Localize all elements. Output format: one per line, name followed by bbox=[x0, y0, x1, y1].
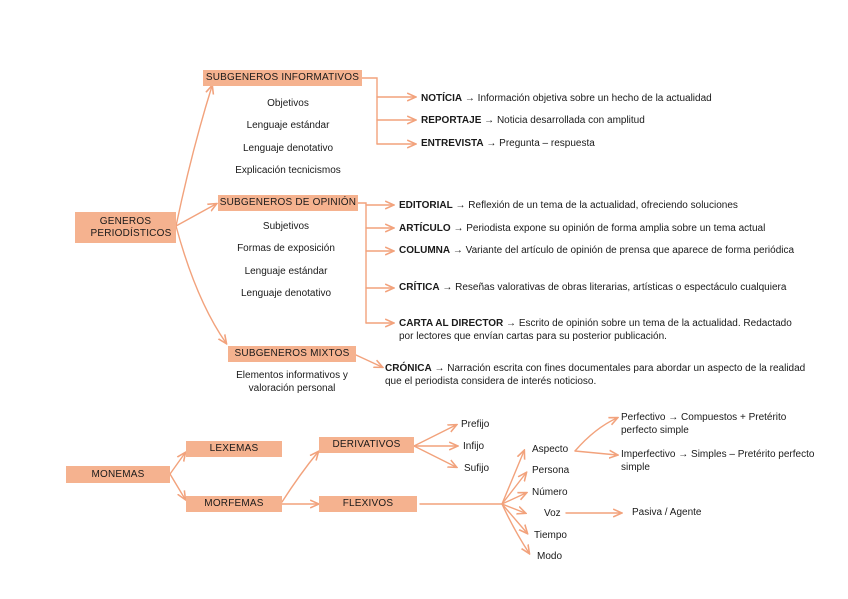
flexivo-tiempo: Tiempo bbox=[534, 530, 567, 541]
flexivo-voz: Voz bbox=[544, 508, 561, 519]
desc-carta-director: Escrito de opinión sobre un tema de la actualidad. Redactado por lectores que envían cartas para su posterior publicación. bbox=[399, 318, 792, 342]
feature-lenguaje-estandar: Lenguaje estándar bbox=[246, 120, 330, 131]
arrow-monemas-lexemas bbox=[170, 453, 185, 474]
term-perfectivo: Perfectivo bbox=[621, 412, 666, 423]
generos-root-box bbox=[75, 212, 176, 243]
monemas-box bbox=[66, 466, 170, 483]
flexivos-label: FLEXIVOS bbox=[342, 498, 394, 509]
item-carta-director: CARTA AL DIRECTOR → Escrito de opinión sobre un tema de la actualidad. Redactado por lectores que envían cartas para su posterior publicación. bbox=[399, 318, 792, 342]
monemas-label: MONEMAS bbox=[91, 468, 145, 480]
derivativos-label: DERIVATIVOS bbox=[332, 439, 401, 450]
feature-lenguaje-estandar-op: Lenguaje estándar bbox=[244, 266, 328, 277]
feature-formas-exposicion: Formas de exposición bbox=[237, 243, 335, 254]
term-noticia: NOTÍCIA bbox=[421, 93, 463, 104]
subgeneros-informativos-box bbox=[203, 70, 362, 86]
item-critica: CRÍTICA → Reseñas valorativas de obras literarias, artísticas o espectáculo cualquiera bbox=[399, 282, 787, 293]
feature-elementos-informativos: Elementos informativos y valoración personal bbox=[236, 370, 348, 394]
term-imperfectivo: Imperfectivo bbox=[621, 449, 676, 460]
desc-reportaje: Noticia desarrollada con amplitud bbox=[496, 115, 645, 126]
item-reportaje: REPORTAJE → Noticia desarrollada con amplitud bbox=[421, 115, 645, 126]
flexivo-modo: Modo bbox=[537, 551, 563, 562]
derivativo-sufijo: Sufijo bbox=[464, 463, 490, 474]
term-carta-director: CARTA AL DIRECTOR bbox=[399, 318, 504, 329]
feature-explicacion-tecnicismos: Explicación tecnicismos bbox=[235, 165, 341, 176]
aspecto-imperfectivo: Imperfectivo → Simples – Pretérito perfecto simple bbox=[621, 449, 815, 473]
feature-lenguaje-denotativo: Lenguaje denotativo bbox=[242, 143, 334, 154]
desc-noticia: Información objetiva sobre un hecho de la actualidad bbox=[477, 93, 712, 104]
subgeneros-informativos-label: SUBGENEROS INFORMATIVOS bbox=[205, 72, 360, 83]
desc-cronica: Narración escrita con fines documentales para abordar un aspecto de la realidad que el periodista considera de interés noticioso. bbox=[385, 363, 806, 387]
term-columna: COLUMNA bbox=[399, 245, 451, 256]
subgeneros-mixtos-box bbox=[228, 346, 356, 362]
item-editorial: EDITORIAL → Reflexión de un tema de la actualidad, ofreciendo soluciones bbox=[399, 200, 738, 211]
term-cronica: CRÓNICA bbox=[385, 363, 432, 374]
generos-root-label: GENEROS PERIODÍSTICOS bbox=[90, 215, 172, 239]
subgeneros-opinion-box bbox=[218, 195, 358, 211]
arrow-morfemas-derivativos bbox=[282, 452, 318, 502]
flexivo-aspecto: Aspecto bbox=[532, 444, 569, 455]
desc-columna: Variante del artículo de opinión de prensa que aparece de forma periódica bbox=[465, 245, 795, 256]
item-articulo: ARTÍCULO → Periodista expone su opinión de forma amplia sobre un tema actual bbox=[399, 223, 766, 234]
flexivo-persona: Persona bbox=[532, 465, 570, 476]
item-cronica: CRÓNICA → Narración escrita con fines documentales para abordar un aspecto de la realidad que el periodista considera de interés noticioso. bbox=[385, 363, 806, 387]
feature-lenguaje-denotativo-op: Lenguaje denotativo bbox=[240, 288, 332, 299]
subgeneros-opinion-label: SUBGENEROS DE OPINIÓN bbox=[219, 197, 357, 208]
term-critica: CRÍTICA bbox=[399, 282, 440, 293]
morfemas-box bbox=[186, 496, 282, 512]
feature-subjetivos: Subjetivos bbox=[262, 221, 310, 232]
aspecto-perfectivo: Perfectivo → Compuestos + Pretérito perfecto simple bbox=[621, 412, 787, 436]
arrow-monemas-morfemas bbox=[170, 474, 185, 499]
desc-articulo: Periodista expone su opinión de forma amplia sobre un tema actual bbox=[466, 223, 766, 234]
morfemas-label: MORFEMAS bbox=[204, 498, 264, 509]
item-entrevista: ENTREVISTA → Pregunta – respuesta bbox=[421, 138, 595, 149]
subgeneros-mixtos-label: SUBGENEROS MIXTOS bbox=[234, 348, 350, 359]
desc-imperfectivo: Simples – Pretérito perfecto simple bbox=[621, 449, 815, 473]
bracket-informativos bbox=[362, 78, 377, 144]
item-columna: COLUMNA → Variante del artículo de opinión de prensa que aparece de forma periódica bbox=[399, 245, 795, 256]
lexemas-label: LEXEMAS bbox=[209, 443, 259, 454]
item-noticia: NOTÍCIA → Información objetiva sobre un hecho de la actualidad bbox=[421, 93, 712, 104]
derivativo-infijo: Infijo bbox=[463, 441, 485, 452]
arrow-mixtos-cronica bbox=[356, 355, 382, 367]
desc-entrevista: Pregunta – respuesta bbox=[499, 138, 595, 149]
term-articulo: ARTÍCULO bbox=[399, 223, 451, 234]
desc-critica: Reseñas valorativas de obras literarias, artísticas o espectáculo cualquiera bbox=[455, 282, 787, 293]
desc-editorial: Reflexión de un tema de la actualidad, ofreciendo soluciones bbox=[468, 200, 738, 211]
desc-perfectivo: Compuestos + Pretérito perfecto simple bbox=[621, 412, 787, 436]
lexemas-box bbox=[186, 441, 282, 457]
flexivo-numero: Número bbox=[532, 487, 568, 498]
feature-objetivos: Objetivos bbox=[267, 98, 309, 109]
voz-pasiva-agente: Pasiva / Agente bbox=[632, 507, 702, 518]
derivativo-prefijo: Prefijo bbox=[461, 419, 490, 430]
term-entrevista: ENTREVISTA bbox=[421, 138, 484, 149]
term-reportaje: REPORTAJE bbox=[421, 115, 482, 126]
flexivos-box bbox=[319, 496, 417, 512]
term-editorial: EDITORIAL bbox=[399, 200, 453, 211]
derivativos-box bbox=[319, 437, 414, 453]
